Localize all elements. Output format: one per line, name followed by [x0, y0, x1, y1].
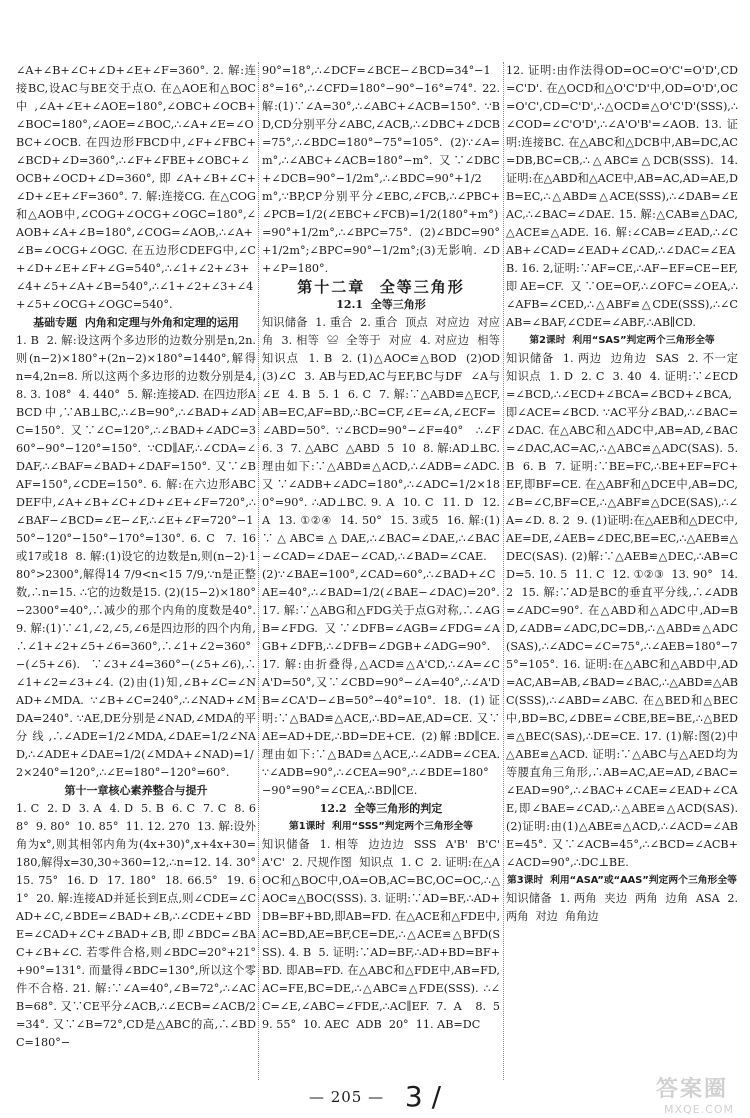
lesson-3-title: 第3课时 利用“ASA”或“AAS”判定两个三角形全等 — [507, 875, 737, 886]
right-paragraph-1: 12. 证明:由作法得OD=OC=O'C'=O'D',CD=C'D'. 在△OCD和△O'C'D'中,OD=O'D',OC=O'C',CD=C'D',∴△OCD≌△O'C'D'(SSS),∴∠COD=∠C'O'D',∴∠A'O'B'=∠AOB. 13. 证明:连接BC. 在△ABC和△DCB中,AB=DC,AC=DB,BC=CB,∴△ABC≌△DCB(SSS). 14. 证明:在△ABD和△ACE中,AB=AC,AD=AE,DB=EC,∴△ABD≌△ACE(SSS),∴∠DAB=∠EAC,∴∠BAC=∠DAE. 15. 解:△CAB≌△DAC,△ACE≌△ADE. 16. 解:∠CAB=∠EAD,∴∠CAB+∠CAD=∠EAD+∠CAD,∴∠DAC=∠EAB. 16. 2,证明:∵AF=CE,∴AF−EF=CE−EF,即AE=CF. 又∵OE=OF,∴∠OFC=∠OEA,∴∠AFB=∠CED,∴△ABF≌△CDE(SSS),∴∠CAB=∠BAF,∠CDE=∠ABF,∴AB∥CD. — [506, 64, 742, 329]
column-divider-1 — [258, 62, 259, 1080]
right-column — [506, 62, 746, 1080]
column-divider-2 — [503, 62, 504, 1080]
site-watermark — [612, 1072, 742, 1116]
lesson-1-title: 第1课时 利用“SSS”判定两个三角形全等 — [289, 821, 473, 832]
left-paragraph-1: ∠A+∠B+∠C+∠D+∠E+∠F=360°. 2. 解:连接BC,设AC与BE交于点O. 在△AOE和△BOC中,∠A+∠E+∠AOE=180°,∠OBC+∠OCB+∠BOC=180°,∠AOE=∠BOC,∴∠A+∠E=∠OBC+∠OCB. 在四边形FBCD中,∠F+∠FBC+∠BCD+∠D=360°,∴∠F+∠FBE+∠OBC+∠OCB+∠OCD+∠D=360°,即∠A+∠B+∠C+∠D+∠E+∠F=360°. 7. 解:连接CG. 在△COG和△AOB中,∠COG+∠OCG+∠OGC=180°,∠AOB+∠A+∠B=180°,∠COG=∠AOB,∴∠A+∠B=∠OCG+∠OGC. 在五边形CDEFG中,∠C+∠D+∠E+∠F+∠G=540°,∴∠1+∠2+∠3+∠4+∠5+∠A+∠B=540°,∴∠1+∠2+∠3+∠4+∠5+∠OCG+∠OGC=540°. — [16, 64, 256, 311]
right-paragraph-3: 知识储备 1. 两角 夹边 两角 边角 ASA 2. 两角 对边 角角边 — [506, 892, 742, 923]
left-column — [16, 62, 264, 1080]
section-12-1-title: 12.1 全等三角形 — [336, 298, 426, 311]
mid-paragraph-3: 知识储备 1. 相等 边边边 SSS A'B' B'C' A'C' 2. 尺规作图 知识点 1. C 2. 证明:在△AOC和△BOC中,OA=OB,AC=BC,OC=OC,∴△AOC≌△BOC(SSS). 3. 证明:∵AD=BF,∴AD+DB=BF+BD,即AB=FD. 在△ACE和△FDE中,AC=BD,AE=BF,CE=DE,∴△ACE≌△BFD(SSS). 4. B 5. 证明:∵AD=BF,∴AD+BD=BF+BD. 即AB=FD. 在△ABC和△FDE中,AB=FD,AC=FE,BC=DE,∴△ABC≌△FDE(SSS). ∴∠C=∠E,∠ABC=∠FDE,∴AC∥EF. 7. A 8. 5 9. 55° 10. AEC ADB 20° 11. AB=DC — [262, 838, 508, 1031]
watermark-en: MXQE.COM — [664, 1103, 734, 1116]
left-topic-heading: 基础专题 内角和定理与外角和定理的运用 — [33, 316, 239, 329]
mid-paragraph-1: 90°=18°,∴∠DCF=∠BCE−∠BCD=34°−18°=16°,∴∠CFD=180°−90°−16°=74°. 22. 解:(1)∵∠A=30°,∴∠ABC+∠ACB=150°. ∵BD,CD分别平分∠ABC,∠ACB,∴∠DBC+∠DCB=75°,∴∠BDC=180°−75°=105°. (2)∵∠A=m°,∴∠ABC+∠ACB=180°−m°. 又∵∠DBC+∠DCB=90°−1/2m°,∴∠BDC=90°+1/2m°,∵BP,CP分别平分∠EBC,∠FCB,∴∠PBC+∠PCB=1/2(∠EBC+∠FCB)=1/2(180°+m°)=90°+1/2m°,∴∠BPC=75°. (2)∠BDC=90°+1/2m°;∠BPC=90°−1/2m°;(3)无影响. ∠D+∠P=180°. — [262, 64, 504, 275]
handwritten-mark: 3 / — [404, 1080, 442, 1113]
middle-column — [262, 62, 508, 1080]
section-12-2-title: 12.2 全等三角形的判定 — [319, 802, 443, 815]
watermark-cn: 答案圈 — [655, 1077, 728, 1102]
chapter-review-heading: 第十一章核心素养整合与提升 — [64, 784, 208, 797]
page-number: — 205 — — [308, 1088, 385, 1106]
chapter-title: 第十二章 全等三角形 — [297, 278, 465, 296]
left-paragraph-2: 1. B 2. 解:设这两个多边形的边数分别是n,2n. 则(n−2)×180°+(2n−2)×180°=1440°,解得n=4,2n=8. 所以这两个多边形的边数分别是4,8. 3. 108° 4. 440° 5. 解:连接AD. 在四边形ABCD中,∵AB⊥BC,∴∠B=90°,∴∠BAD+∠ADC=150°. 又∵∠C=120°,∴∠BAD+∠ADC=360°−90°−120°=150°. ∵CD∥AF,∴∠CDA=∠DAF,∴∠BAF=∠BAD+∠DAF=150°. 又∵∠BAF=150°,∠CDE=150°. 6. 解:在六边形ABCDEF中,∠A+∠B+∠C+∠D+∠E+∠F=720°,∴∠BAF−∠BCD=∠E−∠F,∴∠E+∠F=720°−150°−120°−150°−170°=130°. 6. C 7. 16或17或18 8. 解:(1)设它的边数是n,则(n−2)·180°>2300°,解得14 7/9<n<15 7/9,∵n是正整数,∴n=15. ∴它的边数是15. (2)(15−2)×180°−2300°=40°,∴减少的那个内角的度数是40°. 9. 解:(1)∵∠1,∠2,∠5,∠6是四边形的四个内角,∴∠1+∠2+∠5+∠6=360°,∴∠1+∠2=360°−(∠5+∠6). ∵∠3+∠4=360°−(∠5+∠6),∴∠1+∠2=∠3+∠4. (2)由(1)知,∠B+∠C=∠NAD+∠MDA. ∵∠B+∠C=240°,∴∠NAD+∠MDA=240°. ∵AE,DE分别是∠NAD,∠MDA的平分线,∴∠ADE=1/2∠MDA,∠DAE=1/2∠NAD,∴∠ADE+∠DAE=1/2(∠MDA+∠NAD)=1/2×240°=120°,∴∠E=180°−120°=60°. — [16, 334, 260, 779]
right-paragraph-2: 知识储备 1. 两边 边角边 SAS 2. 不一定 知识点 1. D 2. C 3. 40 4. 证明:∵∠ECD=∠BCD,∴∠ECD+∠BCA=∠BCD+∠BCA,即∠ACE=∠BCD. ∵AC平分∠BAD,∴∠BAC=∠DAC. 在△ABC和△ADC中,AB=AD,∠BAC=∠DAC,AC=AC,∴△ABC≌△ADC(SAS). 5. B 6. B 7. 证明:∵BE=FC,∴BE+EF=FC+EF,即BF=CE. 在△ABF和△DCE中,AB=DC,∠B=∠C,BF=CE,∴△ABF≌△DCE(SAS),∴∠A=∠D. 8. 2 9. (1)证明:在△AEB和△DEC中,AE=DE,∠AEB=∠DEC,BE=EC,∴△AEB≌△DEC(SAS). (2)解:∵△AEB≌△DEC,∴AB=CD=5. 10. 5 11. C 12. ①②③ 13. 90° 14. 2 15. 解:∵AD是BC的垂直平分线,∴∠ADB=∠ADC=90°. 在△ABD和△ADC中,AD=BD,∠ADB=∠ADC,DC=DB,∴△ABD≌△ADC(SAS),∴∠ADC=∠C=75°,∴∠AEB=180°−75°=105°. 16. 证明:在△ABC和△ABD中,AD=AC,AB=AB,∠BAD=∠BAC,∴△ABD≌△ABC(SSS),∴∠ABD=∠ABC. 在△BED和△BEC中,BD=BC,∠DBE=∠CBE,BE=BE,∴△BED≌△BEC(SAS),∴DE=CE. 17. (1)解:图(2)中△ABE≌△ACD. 证明:∵△ABC与△AED均为等腰直角三角形,∴AB=AC,AE=AD,∠BAC=∠EAD=90°,∴∠BAC+∠CAE=∠EAD+∠CAE,即∠BAE=∠CAD,∴△ABE≌△ACD(SAS). (2)证明:由(1)△ABE≌△ACD,∴∠ACD=∠ABE=45°. 又∵∠ACB=45°,∴∠BCD=∠ACB+∠ACD=90°,∴DC⊥BE. — [506, 352, 746, 869]
left-paragraph-3: 1. C 2. D 3. A 4. D 5. B 6. C 7. C 8. 68° 9. 80° 10. 85° 11. 12. 270 13. 解:设外角为x°,则其相邻内角为(4x+30)°,x+4x+30=180,解得x=30,30÷360=12,∴n=12. 14. 30° 15. 75° 16. D 17. 180° 18. 66.5° 19. 61° 20. 解:连接AD并延长到E点,则∠CDE=∠CAD+∠C,∠BDE=∠BAD+∠B,∴∠CDE+∠BDE=∠CAD+∠C+∠BAD+∠B,即∠BDC=∠BAC+∠B+∠C. 若零件合格,则∠BDC=20°+21°+90°=131°. 而量得∠BDC=130°,所以这个零件不合格. 21. 解:∵∠A=40°,∠B=72°,∴∠ACB=68°. 又∵CE平分∠ACB,∴∠ECB=∠ACB/2=34°. 又∵∠B=72°,CD是△ABC的高,∴∠BDC=180°− — [16, 802, 264, 1049]
mid-paragraph-2: 知识储备 1. 重合 2. 重合 顶点 对应边 对应角 3. 相等 ≌ 全等于 对应 4. 对应边 相等 知识点 1. B 2. (1)△AOC≌△BOD (2)OD (3)∠C 3. AB与ED,AC与EF,BC与DF ∠A与∠E 4. B 5. 1 6. C 7. 解:∵△ABD≌△ECF,AB=EC,AF=BD,∴BC=CF,∠E=∠A,∠ECF=∠ABD=50°. ∵∠BCD=90°−∠F=40° ∴∠F 6. 3 7. △ABC △ABD 5 10 8. 解:AD⊥BC. 理由如下:∵△ABD≌△ACD,∴∠ADB=∠ADC. 又∵∠ADB+∠ADC=180°,∴∠ADC=1/2×180°=90°. ∴AD⊥BC. 9. A 10. C 11. D 12. A 13. ①②④ 14. 50° 15. 3或5 16. 解:(1)∵△ABC≌△DAE,∴∠BAC=∠DAE,∴∠BAC−∠CAD=∠DAE−∠CAD,∴∠BAD=∠CAE. (2)∵∠BAE=100°,∠CAD=60°,∴∠BAD+∠CAE=40°,∴∠BAD=1/2(∠BAE−∠DAC)=20°. 17. 解:∵△ABG和△FDG关于点G对称,∴∠AGB=∠FDG. 又∵∠DFB=∠AGB=∠FDG=∠AGB+∠DFB,∴∠DFB=∠DGB+∠ADG=90°. 17. 解:由折叠得,△ACD≌△A'CD,∴∠A=∠CA'D=50°,又∵∠CBD=90°−∠A=40°,∴∠A'DB=∠CA'D−∠B=50°−40°=10°. 18. (1)证明:∵△BAD≌△ACE,∴BD=AE,AD=CE. 又∵AE=AD+DE,∴BD=DE+CE. (2)解:BD∥CE. 理由如下:∵△BAD≌△ACE,∴∠ADB=∠CEA. ∵∠ADB=90°,∴∠CEA=90°,∴∠BDE=180°−90°=90°=∠CEA,∴BD∥CE. — [262, 316, 508, 797]
lesson-2-title: 第2课时 利用“SAS”判定两个三角形全等 — [529, 335, 715, 346]
